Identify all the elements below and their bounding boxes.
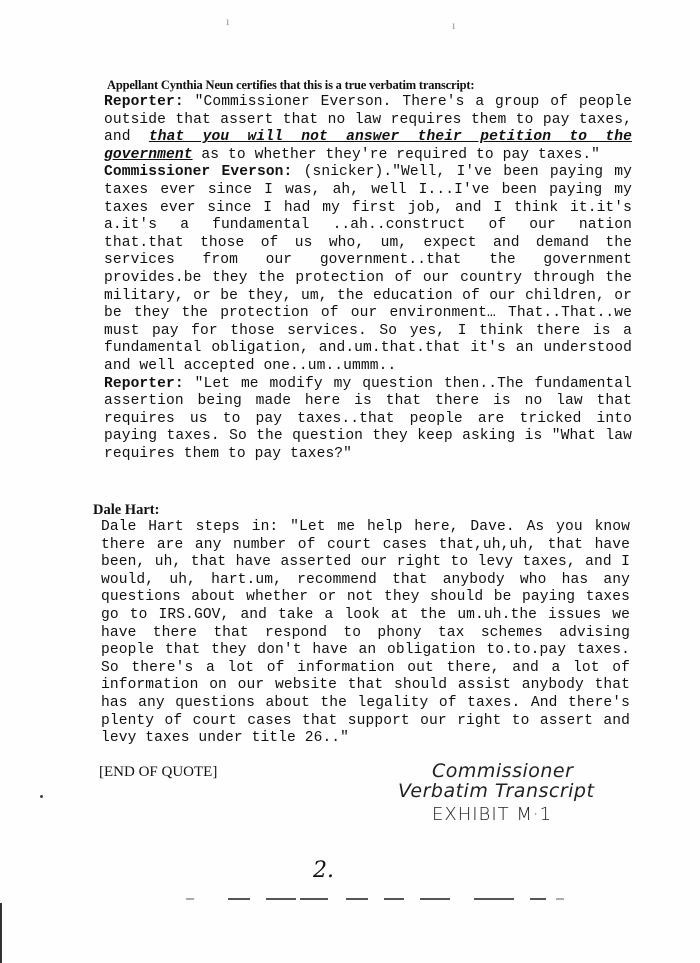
speaker-label: Reporter:	[104, 94, 184, 110]
handwritten-exhibit-label: EXHIBIT M·1	[432, 804, 553, 825]
scan-speck	[40, 795, 43, 798]
scan-dash	[266, 898, 296, 900]
paragraph-text: "Let me modify my question then..The fundamental assertion being made here is that there is no law that requires us to pay taxes..that people are tricked into paying taxes. So the question they keep asking is "What law requires them to pay taxes?"	[104, 375, 632, 462]
handwritten-note-line-2: Verbatim Transcript	[398, 780, 595, 802]
scan-dash	[346, 898, 368, 900]
scan-dash	[384, 898, 404, 900]
scan-dash	[474, 898, 514, 900]
handwritten-note-line-1: Commissioner	[432, 760, 574, 782]
scan-dash	[300, 898, 328, 900]
page-number: 2.	[313, 858, 334, 883]
end-of-quote: [END OF QUOTE]	[99, 764, 218, 780]
reporter-paragraph-2	[104, 376, 632, 464]
scan-mark: ı	[226, 14, 230, 28]
paragraph-text: as to whether they're required to pay taxes."	[192, 146, 601, 163]
scan-dash	[186, 898, 194, 900]
scan-dash	[420, 898, 450, 900]
transcript-body	[104, 94, 632, 463]
certification-line: Appellant Cynthia Neun certifies that this is a true verbatim transcript:	[107, 78, 475, 92]
reporter-paragraph-1	[104, 94, 632, 164]
scan-mark: ı	[452, 18, 456, 32]
dale-hart-paragraph: Dale Hart steps in: "Let me help here, Dave. As you know there are any number of court cases that,uh,uh, that have been, uh, that have asserted our right to levy taxes, and I would, uh, hart.um, recommend that anybody who has any questions about whether or not they should be paying taxes go to IRS.GOV, and take a look at the um.uh.the issues we have there that respond to phony tax schemes advising people that they don't have an obligation to.to.pay taxes. So there's a lot of information out there, and a lot of information on our website that should assist anybody that has any questions about the legality of taxes. And there's plenty of court cases that support our right to assert and levy taxes under title 26.."	[101, 519, 630, 747]
commissioner-paragraph	[104, 164, 632, 375]
scan-edge-line	[0, 903, 2, 963]
dale-hart-heading: Dale Hart:	[93, 502, 160, 518]
scan-dash	[228, 898, 250, 900]
scan-dash	[556, 898, 564, 900]
speaker-label: Commissioner Everson:	[104, 164, 293, 181]
paragraph-text: "Commissioner Everson. There's a group of people outside that assert that no law requires them to pay taxes, and	[104, 94, 632, 146]
speaker-label: Reporter:	[104, 375, 184, 392]
scan-dash	[530, 898, 546, 900]
emphasized-text: that you will not answer their petition to the government	[104, 129, 632, 163]
paragraph-text: (snicker)."Well, I've been paying my taxes ever since I was, ah, well I...I've been paying my taxes ever since I had my first job, and I think it.it's a.it's a fundamental ..ah..construct of our nation that.that those of us who, um, expect and demand the services from our government..that the government provides.be they the protection of our country through the military, or be they, um, the education of our children, or be they the protection of our environment… That..That..we must pay for those services. So yes, I think there is a fundamental obligation, and.um.that.that it's an understood and well accepted one..um..ummm..	[104, 164, 632, 374]
